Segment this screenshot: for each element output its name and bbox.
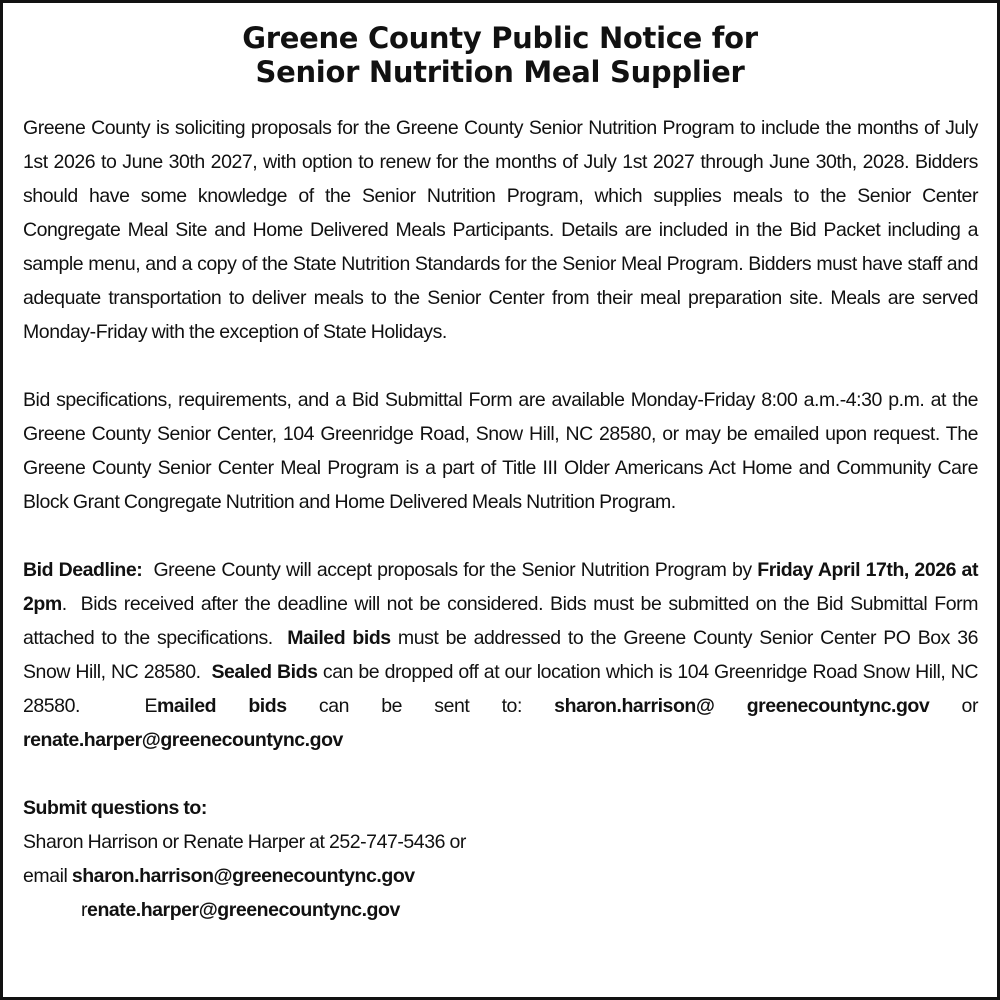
intro-paragraph: Greene County is soliciting proposals for the Greene County Senior Nutrition Program to include the months of July 1st 2026 to June 30th 2027, with option to renew for the months of July 1st 2027 through June 30th, 2028. Bidders should have some knowledge of the Senior Nutrition Program, which supplies meals to the Senior Center Congregate Meal Site and Home Delivered Meals Participants. Details are included in the Bid Packet including a sample menu, and a copy of the State Nutrition Standards for the Senior Meal Program. Bidders must have staff and adequate transportation to deliver meals to the Senior Center from their meal preparation site. Meals are served Monday-Friday with the exception of State Holidays. [23,117,978,343]
questions-email-line [23,859,978,893]
questions-heading: Submit questions to: [23,797,207,819]
email-prefix: email [23,865,72,887]
emailed-bids-label: mailed bids [157,695,287,717]
email-link-renate[interactable]: renate.harper@greenecountync.gov [23,729,343,751]
deadline-text-5: can be sent to: [286,695,555,717]
deadline-date: Friday April 17th, 2026 at 2pm [23,559,979,615]
deadline-paragraph [23,553,983,757]
deadline-text-1: Greene County will accept proposals for the Senior Nutrition Program by [142,559,758,581]
title-line-1: Greene County Public Notice for [242,21,758,55]
questions-email-sharon[interactable]: sharon.harrison@greenecountync.gov [71,865,415,887]
deadline-text-4: can be dropped off at our location which is 104 Greenridge Road Snow Hill, NC 28580. E [23,661,983,717]
questions-section [23,791,978,927]
sealed-bids-label: Sealed Bids [211,661,318,683]
email-link-sharon[interactable]: sharon.harrison@ greenecountync.gov [554,695,930,717]
deadline-label: Bid Deadline: [23,559,143,581]
title-line-2: Senior Nutrition Meal Supplier [255,55,745,89]
notice-title [3,21,997,89]
questions-email-renate[interactable]: enate.harper@greenecountync.gov [87,899,400,921]
email-renate-prefix: r [81,899,88,921]
deadline-text-6: or [929,695,983,717]
questions-email-renate-line[interactable] [23,893,978,927]
mailed-bids-label: Mailed bids [287,627,391,649]
questions-contact-line: Sharon Harrison or Renate Harper at 252-747-5436 or [23,831,466,853]
deadline-text-2: . Bids received after the deadline will not be considered. Bids must be submitted on the Bid Submittal Form attached to the specifications. [23,593,983,649]
deadline-text-3: must be addressed to the Greene County Senior Center PO Box 36 Snow Hill, NC 28580. [23,627,983,683]
notice-body [23,111,983,927]
specifications-paragraph: Bid specifications, requirements, and a Bid Submittal Form are available Monday-Friday 8:00 a.m.-4:30 p.m. at the Greene County Senior Center, 104 Greenridge Road, Snow Hill, NC 28580, or may be emailed upon request. The Greene County Senior Center Meal Program is a part of Title III Older Americans Act Home and Community Care Block Grant Congregate Nutrition and Home Delivered Meals Nutrition Program. [23,389,978,513]
